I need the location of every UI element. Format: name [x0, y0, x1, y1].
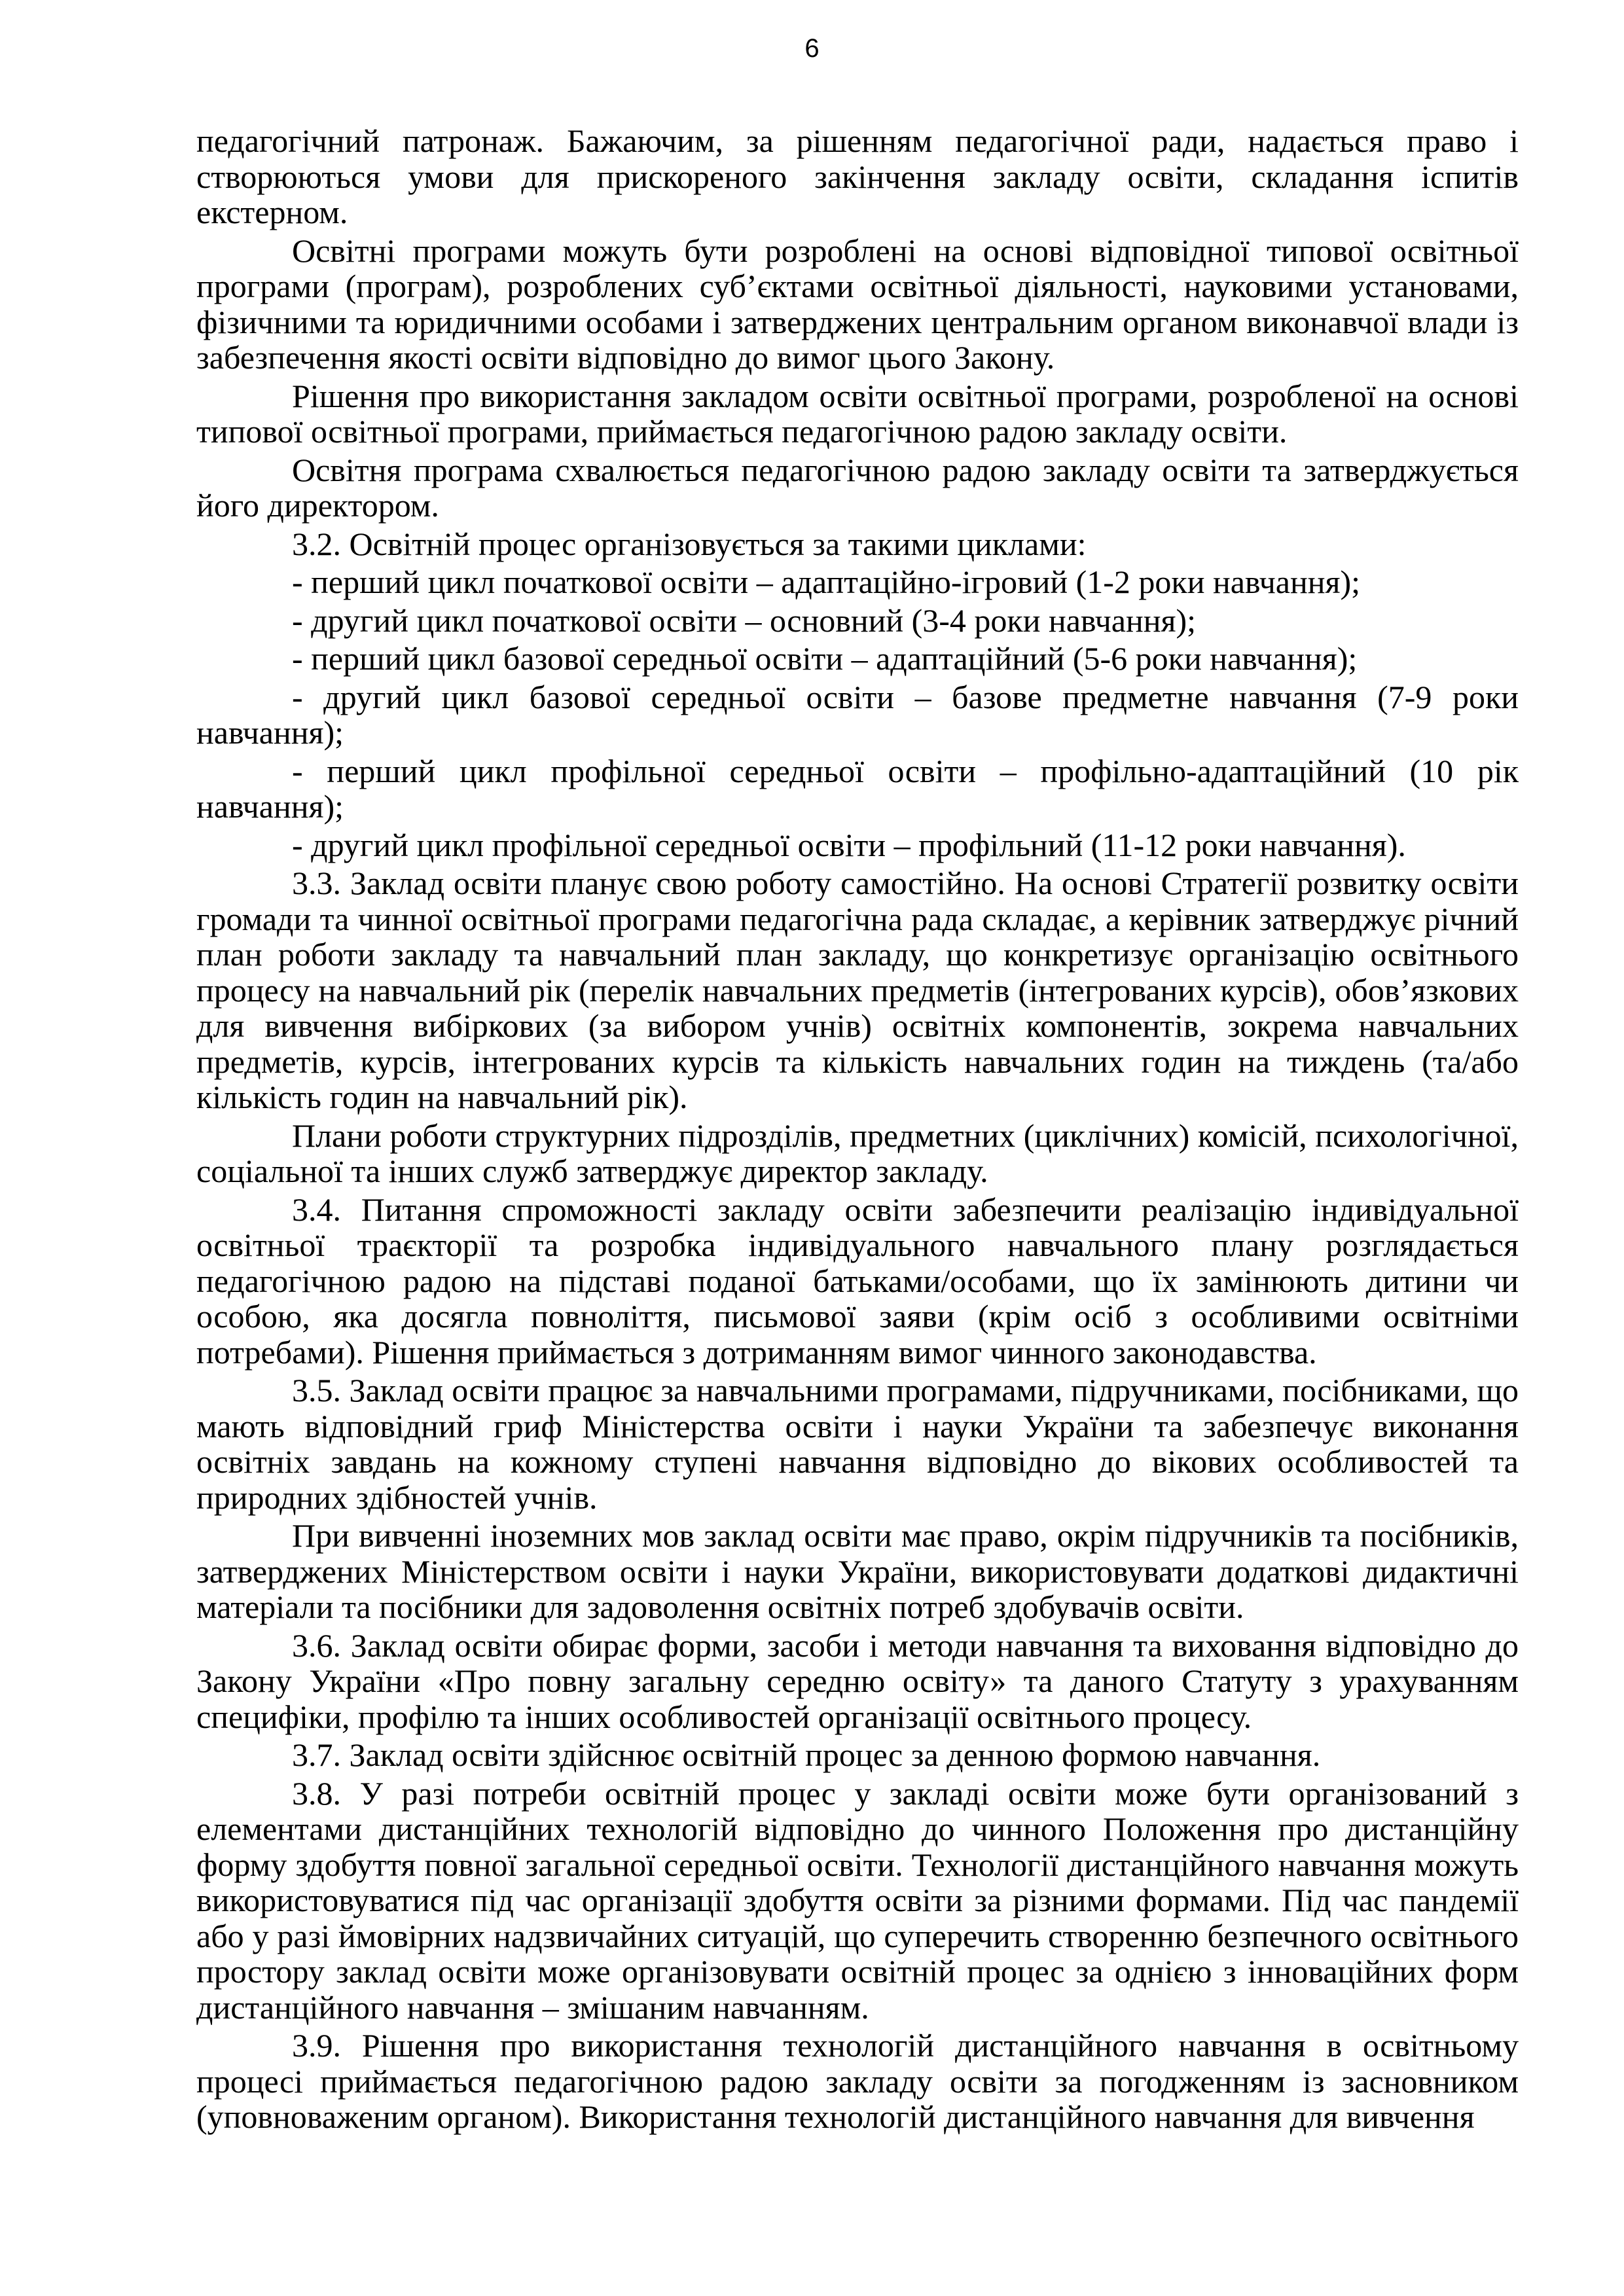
paragraph-3-4: 3.4. Питання спроможності закладу освіти забезпечити реалізацію індивідуальної освітньої траєкторії та розробка індивідуального навчального плану розглядається педагогічною радою на підставі поданої батьками/особами, що їх замінюють дитини чи особою, яка досягла повноліття, письмової заяви (крім осіб з особливими освітніми потребами). Рішення приймається з дотриманням вимог чинного законодавства. — [196, 1191, 1519, 1371]
list-item-cycle: - перший цикл базової середньої освіти – адаптаційний (5-6 роки навчання); — [292, 640, 1358, 677]
paragraph-continuation: педагогічний патронаж. Бажаючим, за рішенням педагогічної ради, надається право і створюються умови для прискореного закінчення закладу освіти, складання іспитів екстерном. — [196, 122, 1519, 230]
paragraph-3-9: 3.9. Рішення про використання технологій дистанційного навчання в освітньому процесі приймається педагогічною радою закладу освіти за погодженням із засновником (уповноваженим органом). Використання технологій дистанційного навчання для вивчення — [196, 2027, 1519, 2135]
paragraph-foreign-languages: При вивченні іноземних мов заклад освіти має право, окрім підручників та посібників, затверджених Міністерством освіти і науки України, використовувати додаткові дидактичні матеріали та посібники для задоволення освітніх потреб здобувачів освіти. — [196, 1517, 1519, 1625]
list-item-cycle: - перший цикл профільної середньої освіти – профільно-адаптаційний (10 рік навчання); — [196, 752, 1519, 825]
paragraph-plans: Плани роботи структурних підрозділів, предметних (циклічних) комісій, психологічної, соціальної та інших служб затверджує директор закладу. — [196, 1117, 1519, 1189]
paragraph-program-decision: Рішення про використання закладом освіти освітньої програми, розробленої на основі типової освітньої програми, приймається педагогічною радою закладу освіти. — [196, 377, 1519, 450]
paragraph-3-5: 3.5. Заклад освіти працює за навчальними програмами, підручниками, посібниками, що мають відповідний гриф Міністерства освіти і науки України та забезпечує виконання освітніх завдань на кожному ступені навчання відповідно до вікових особливостей та природних здібностей учнів. — [196, 1372, 1519, 1516]
paragraph-3-3: 3.3. Заклад освіти планує свою роботу самостійно. На основі Стратегії розвитку освіти громади та чинної освітньої програми педагогічна рада складає, а керівник затверджує річний план роботи закладу та навчальний план закладу, що конкретизує організацію освітнього процесу на навчальний рік (перелік навчальних предметів (інтегрованих курсів), обов’язкових для вивчення вибіркових (за вибором учнів) освітніх компонентів, зокрема навчальних предметів, курсів, інтегрованих курсів та кількість навчальних годин на тиждень (та/або кількість годин на навчальний рік). — [196, 865, 1519, 1115]
paragraph-program-approval: Освітня програма схвалюється педагогічною радою закладу освіти та затверджується його директором. — [196, 451, 1519, 524]
document-body — [196, 123, 1519, 2138]
list-item-cycle: - перший цикл початкової освіти – адаптаційно-ігровий (1-2 роки навчання); — [292, 564, 1361, 600]
paragraph-3-2: 3.2. Освітній процес організовується за такими циклами: — [292, 525, 1087, 562]
page-number: 6 — [804, 34, 820, 63]
list-item-cycle: - другий цикл базової середньої освіти – базове предметне навчання (7-9 роки навчання); — [196, 678, 1519, 751]
paragraph-3-8: 3.8. У разі потреби освітній процес у закладі освіти може бути організований з елементами дистанційних технологій відповідно до чинного Положення про дистанційну форму здобуття повної загальної середньої освіти. Технології дистанційного навчання можуть використовуватися під час організації здобуття освіти за різними формами. Під час пандемії або у разі ймовірних надзвичайних ситуацій, що суперечить створенню безпечного освітнього простору заклад освіти може організовувати освітній процес за однією з інноваційних форм дистанційного навчання – змішаним навчанням. — [196, 1774, 1519, 2026]
paragraph-educational-programs: Освітні програми можуть бути розроблені на основі відповідної типової освітньої програми (програм), розроблених суб’єктами освітньої діяльності, науковими установами, фізичними та юридичними особами і затверджених центральним органом виконавчої влади із забезпечення якості освіти відповідно до вимог цього Закону. — [196, 232, 1519, 376]
paragraph-3-6: 3.6. Заклад освіти обирає форми, засоби і методи навчання та виховання відповідно до Закону України «Про повну загальну середню освіту» та даного Статуту з урахуванням специфіки, профілю та інших особливостей організації освітнього процесу. — [196, 1626, 1519, 1735]
list-item-cycle: - другий цикл початкової освіти – основний (3-4 роки навчання); — [292, 601, 1197, 639]
paragraph-3-7: 3.7. Заклад освіти здійснює освітній процес за денною формою навчання. — [292, 1736, 1321, 1773]
list-item-cycle: - другий цикл профільної середньої освіти – профільний (11-12 роки навчання). — [292, 826, 1406, 863]
